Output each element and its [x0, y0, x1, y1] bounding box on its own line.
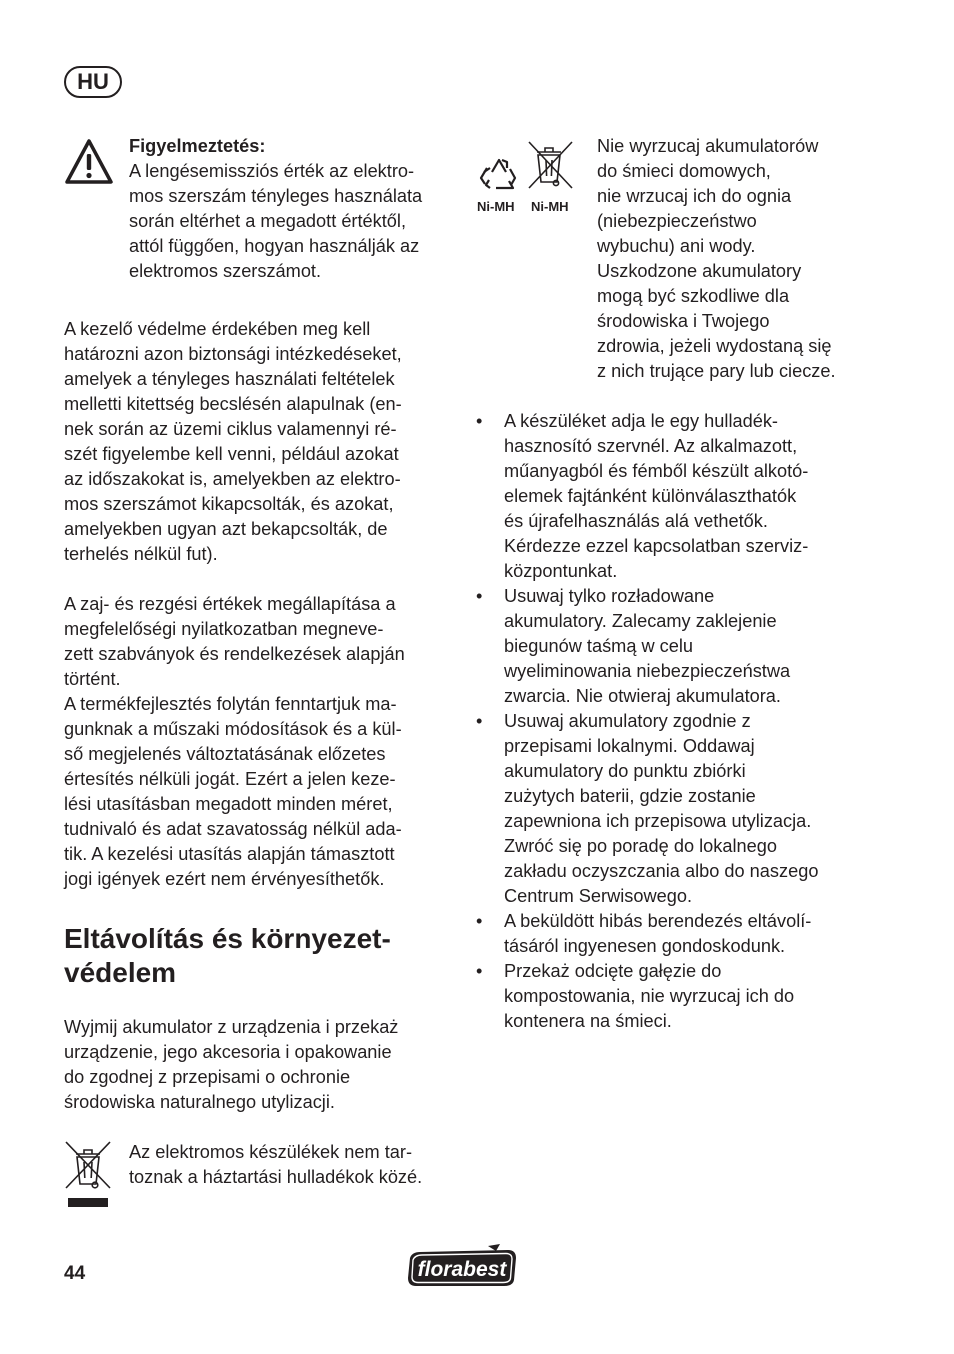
battery-disposal-icons [474, 138, 580, 218]
language-badge: HU [64, 66, 122, 98]
text-line: A termékfejlesztés folytán fenntartjuk ma- [64, 694, 397, 714]
heading-line: védelem [64, 957, 177, 988]
battery-disposal-text [597, 134, 874, 384]
warning-title: Figyelmeztetés: [129, 136, 266, 156]
text-line: attól függően, hogyan használják az [129, 236, 420, 256]
crossed-out-bin-icon [64, 1140, 112, 1210]
text-line: z nich trujące pary lub ciecze. [597, 361, 836, 381]
text-line: az időszakokat is, amelyekben az elektro- [64, 469, 401, 489]
svg-text:florabest: florabest [417, 1258, 507, 1281]
text-line: mos szerszámot kikapcsolták, és azokat, [64, 494, 394, 514]
text-line: amelyekben ugyan azt bekapcsolták, de [64, 519, 388, 539]
text-line: mogą być szkodliwe dla [597, 286, 790, 306]
product-development-paragraph [64, 692, 452, 892]
text-line: nek során az üzemi ciklus valamennyi ré- [64, 419, 397, 439]
text-line: és újrafelhasználás alá vethetők. [504, 511, 768, 531]
text-line: środowiska i Twojego [597, 311, 770, 331]
warning-text [129, 159, 452, 284]
list-item [474, 709, 874, 909]
text-line: amelyek a tényleges használati feltételek [64, 369, 395, 389]
text-line: gunknak a műszaki módosítások és a kül- [64, 719, 402, 739]
bullet-marker: • [476, 411, 483, 431]
text-line: Usuwaj akumulatory zgodnie z [504, 711, 751, 731]
list-item [474, 909, 874, 959]
brand-logo [404, 1244, 520, 1290]
text-line: akumulatory. Zalecamy zaklejenie [504, 611, 777, 631]
text-line: tik. A kezelési utasítás alapján támasztott [64, 844, 395, 864]
text-line: elektromos szerszámot. [129, 261, 322, 281]
warning-block [64, 134, 452, 284]
text-line: (niebezpieczeństwo [597, 211, 757, 231]
disposal-bullet-list [474, 409, 874, 1034]
text-line: zużytych baterii, gdzie zostanie [504, 786, 756, 806]
text-line: nie wrzucaj ich do ognia [597, 186, 792, 206]
text-line: Uszkodzone akumulatory [597, 261, 802, 281]
text-line: melletti kitettség becslésén alapulnak (en- [64, 394, 402, 414]
text-line: tásáról ingyenesen gondoskodunk. [504, 936, 786, 956]
text-line: történt. [64, 669, 121, 689]
text-line: lési utasításban megadott minden méret, [64, 794, 393, 814]
bullet-marker: • [476, 911, 483, 931]
text-line: határozni azon biztonsági intézkedéseket, [64, 344, 402, 364]
text-line: megfelelőségi nyilatkozatban megneve- [64, 619, 384, 639]
text-line: zakładu oczyszczania albo do naszego [504, 861, 819, 881]
text-line: során eltérhet a megadott értéktől, [129, 211, 407, 231]
bullet-marker: • [476, 586, 483, 606]
text-line: wybuchu) ani wody. [597, 236, 756, 256]
section-heading [64, 922, 452, 990]
text-line: Usuwaj tylko rozładowane [504, 586, 715, 606]
text-line: elemek fajtánként különválaszthatók [504, 486, 797, 506]
crossed-out-bin-icon [529, 142, 572, 188]
weee-block [64, 1140, 452, 1190]
text-line: ső megjelenés változtatásának előzetes [64, 744, 386, 764]
text-line: środowiska naturalnego utylizacji. [64, 1092, 335, 1112]
page-number: 44 [64, 1263, 86, 1284]
text-line: toznak a háztartási hulladékok közé. [129, 1167, 423, 1187]
text-line: mos szerszám tényleges használata [129, 186, 423, 206]
list-item [474, 584, 874, 709]
text-line: hasznosító szervnél. Az alkalmazott, [504, 436, 798, 456]
bullet-marker: • [476, 711, 483, 731]
text-line: értesítés nélküli jogát. Ezért a jelen keze- [64, 769, 396, 789]
text-line: műanyagból és fémből készült alkotó- [504, 461, 809, 481]
text-line: A zaj- és rezgési értékek megállapítása a [64, 594, 396, 614]
text-line: do śmieci domowych, [597, 161, 771, 181]
list-item [474, 959, 874, 1034]
recycle-icon [481, 160, 515, 188]
weee-text [129, 1140, 452, 1190]
text-line: kompostowania, nie wyrzucaj ich do [504, 986, 795, 1006]
text-line: tudnivaló és adat szavatosság nélkül ada- [64, 819, 402, 839]
text-line: wyeliminowania niebezpieczeństwa [504, 661, 791, 681]
text-line: A lengésemissziós érték az elektro- [129, 161, 415, 181]
text-line: zdrowia, jeżeli wydostaną się [597, 336, 832, 356]
text-line: Wyjmij akumulator z urządzenia i przekaż [64, 1017, 399, 1037]
text-line: Az elektromos készülékek nem tar- [129, 1142, 413, 1162]
text-line: urządzenie, jego akcesoria i opakowanie [64, 1042, 392, 1062]
operator-protection-paragraph [64, 317, 452, 567]
text-line: Zwróć się po poradę do lokalnego [504, 836, 777, 856]
text-line: zapewniona ich przepisowa utylizacja. [504, 811, 812, 831]
battery-disposal-block [474, 134, 874, 384]
bin-icon-label: Ni-MH [531, 199, 569, 214]
text-line: biegunów taśmą w celu [504, 636, 694, 656]
bullet-marker: • [476, 961, 483, 981]
heading-line: Eltávolítás és környezet- [64, 923, 391, 954]
text-line: szét figyelembe kell venni, például azokat [64, 444, 399, 464]
text-line: do zgodnej z przepisami o ochronie [64, 1067, 351, 1087]
text-line: zwarcia. Nie otwieraj akumulatora. [504, 686, 781, 706]
text-line: akumulatory do punktu zbiórki [504, 761, 746, 781]
text-line: przepisami lokalnymi. Oddawaj [504, 736, 755, 756]
recycle-icon-label: Ni-MH [477, 199, 515, 214]
text-line: Nie wyrzucaj akumulatorów [597, 136, 819, 156]
text-line: A kezelő védelme érdekében meg kell [64, 319, 371, 339]
text-line: A készüléket adja le egy hulladék- [504, 411, 778, 431]
text-line: központunkat. [504, 561, 618, 581]
text-line: Centrum Serwisowego. [504, 886, 693, 906]
list-item [474, 409, 874, 584]
text-line: Kérdezze ezzel kapcsolatban szerviz- [504, 536, 809, 556]
text-line: Przekaż odcięte gałęzie do [504, 961, 722, 981]
disposal-paragraph [64, 1015, 452, 1115]
noise-vibration-paragraph [64, 592, 452, 692]
text-line: jogi igények ezért nem érvényesíthetők. [64, 869, 385, 889]
text-line: terhelés nélkül fut). [64, 544, 218, 564]
text-line: zett szabványok és rendelkezések alapján [64, 644, 405, 664]
left-column [64, 134, 452, 1190]
text-line: kontenera na śmieci. [504, 1011, 672, 1031]
text-line: A beküldött hibás berendezés eltávolí- [504, 911, 812, 931]
warning-triangle-icon [64, 138, 114, 186]
right-column [474, 134, 874, 1034]
